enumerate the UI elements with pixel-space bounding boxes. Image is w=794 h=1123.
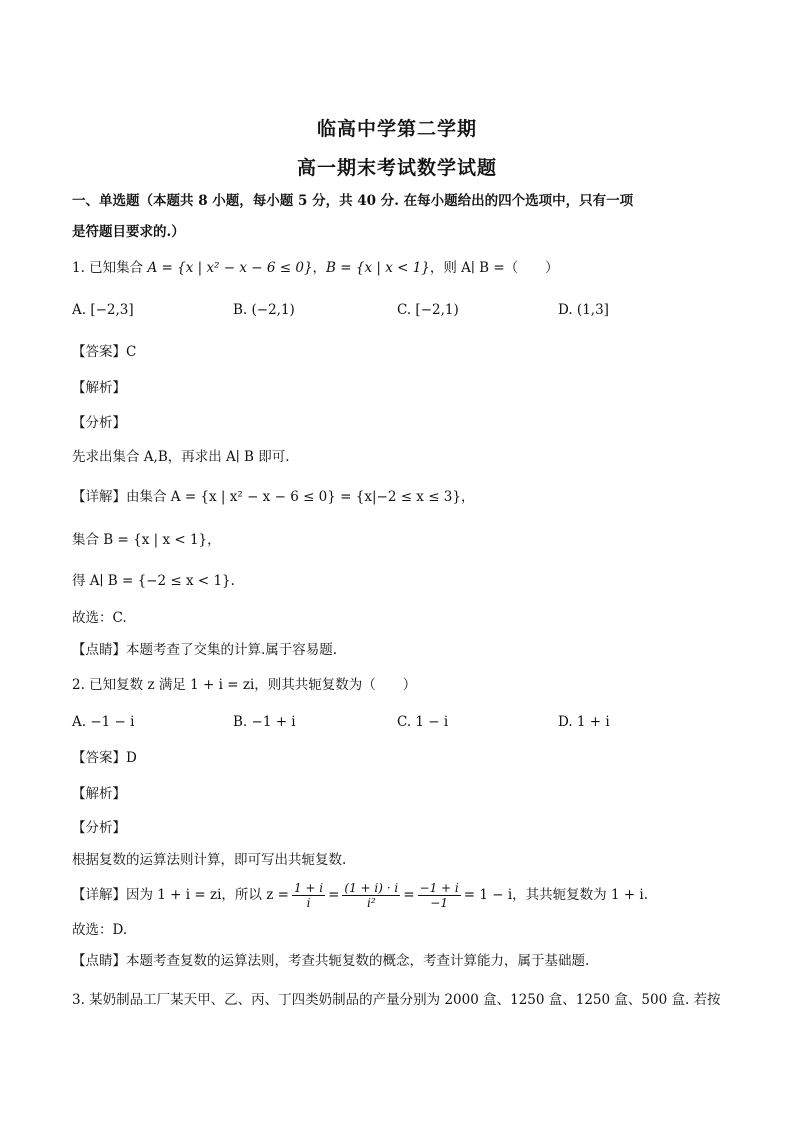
question-1-choice: 故选：C. [72,610,127,626]
question-1-detail-1: 【详解】由集合 A = {x | x² − x − 6 ≤ 0} = {x|−2 ≤ x ≤ 3}， [72,489,475,505]
question-1-option-d: D. (1,3] [558,302,609,318]
question-2-answer: 【答案】D [72,750,137,766]
question-2-comment: 【点睛】本题考查复数的运算法则，考查共轭复数的概念，考查计算能力，属于基础题. [72,953,590,969]
question-1-set-a: A = {x | x² − x − 6 ≤ 0} [147,260,313,276]
question-2-option-b: B. −1 + i [233,714,296,730]
question-2-fenxi-label: 【分析】 [72,820,126,836]
fraction-3: $\frac{-1 + i}{-1}$ [419,881,459,910]
question-1-stem [72,258,724,278]
question-1-option-b: B. (−2,1) [233,302,295,318]
question-2-option-a: A. −1 − i [72,714,135,730]
equals-sign-2: = [403,887,415,903]
question-2-detail-prefix: 【详解】因为 1 + i = zi，所以 z = [72,887,289,903]
section-heading-line-1: 一、单选题（本题共 8 小题，每小题 5 分，共 40 分. 在每小题给出的四个选项中，只有一项 [72,193,634,209]
question-2-detail [72,878,724,912]
question-1-detail-3: 得 A∣ B = {−2 ≤ x < 1}. [72,573,235,589]
question-1-set-b: B = {x | x < 1} [326,260,430,276]
question-1-prefix: 1. 已知集合 [72,260,148,276]
question-1-detail-2: 集合 B = {x | x < 1}， [72,532,221,548]
question-1-fenxi-label: 【分析】 [72,415,126,431]
page-subtitle: 高一期末考试数学试题 [296,157,497,179]
question-2-option-d: D. 1 + i [558,714,610,730]
question-2-stem: 2. 已知复数 z 满足 1 + i = zi，则其共轭复数为（ ） [72,677,417,693]
question-2-option-c: C. 1 − i [397,714,449,730]
question-1-comment: 【点睛】本题考查了交集的计算.属于容易题. [72,642,338,658]
question-1-separator: ， [312,260,327,276]
question-1-suffix: ，则 A∣ B =（ ） [429,260,559,276]
fraction-2: $\frac{(1 + i) \cdot i}{\text{i²}}$ [344,881,399,910]
question-2-detail-suffix: = 1 − i，其共轭复数为 1 + i. [463,887,649,903]
question-2-choice: 故选：D. [72,922,128,938]
page-title: 临高中学第二学期 [316,118,477,140]
section-heading-line-2: 是符题目要求的.） [72,224,185,240]
question-2-analysis-label: 【解析】 [72,786,126,802]
question-1-analysis-label: 【解析】 [72,380,126,396]
question-1-option-a: A. [−2,3] [72,302,134,318]
question-1-fenxi-text: 先求出集合 A,B，再求出 A∣ B 即可. [72,449,290,465]
equals-sign-1: = [328,887,340,903]
question-1-option-c: C. [−2,1) [397,302,459,318]
question-1-answer: 【答案】C [72,344,137,360]
question-2-fenxi-text: 根据复数的运算法则计算，即可写出共轭复数. [72,852,347,868]
fraction-1: $\frac{1 + i}{i}$ [293,881,324,910]
question-3-stem: 3. 某奶制品工厂某天甲、乙、丙、丁四类奶制品的产量分别为 2000 盒、1250 盒、1250 盒、500 盒. 若按 [72,992,721,1008]
